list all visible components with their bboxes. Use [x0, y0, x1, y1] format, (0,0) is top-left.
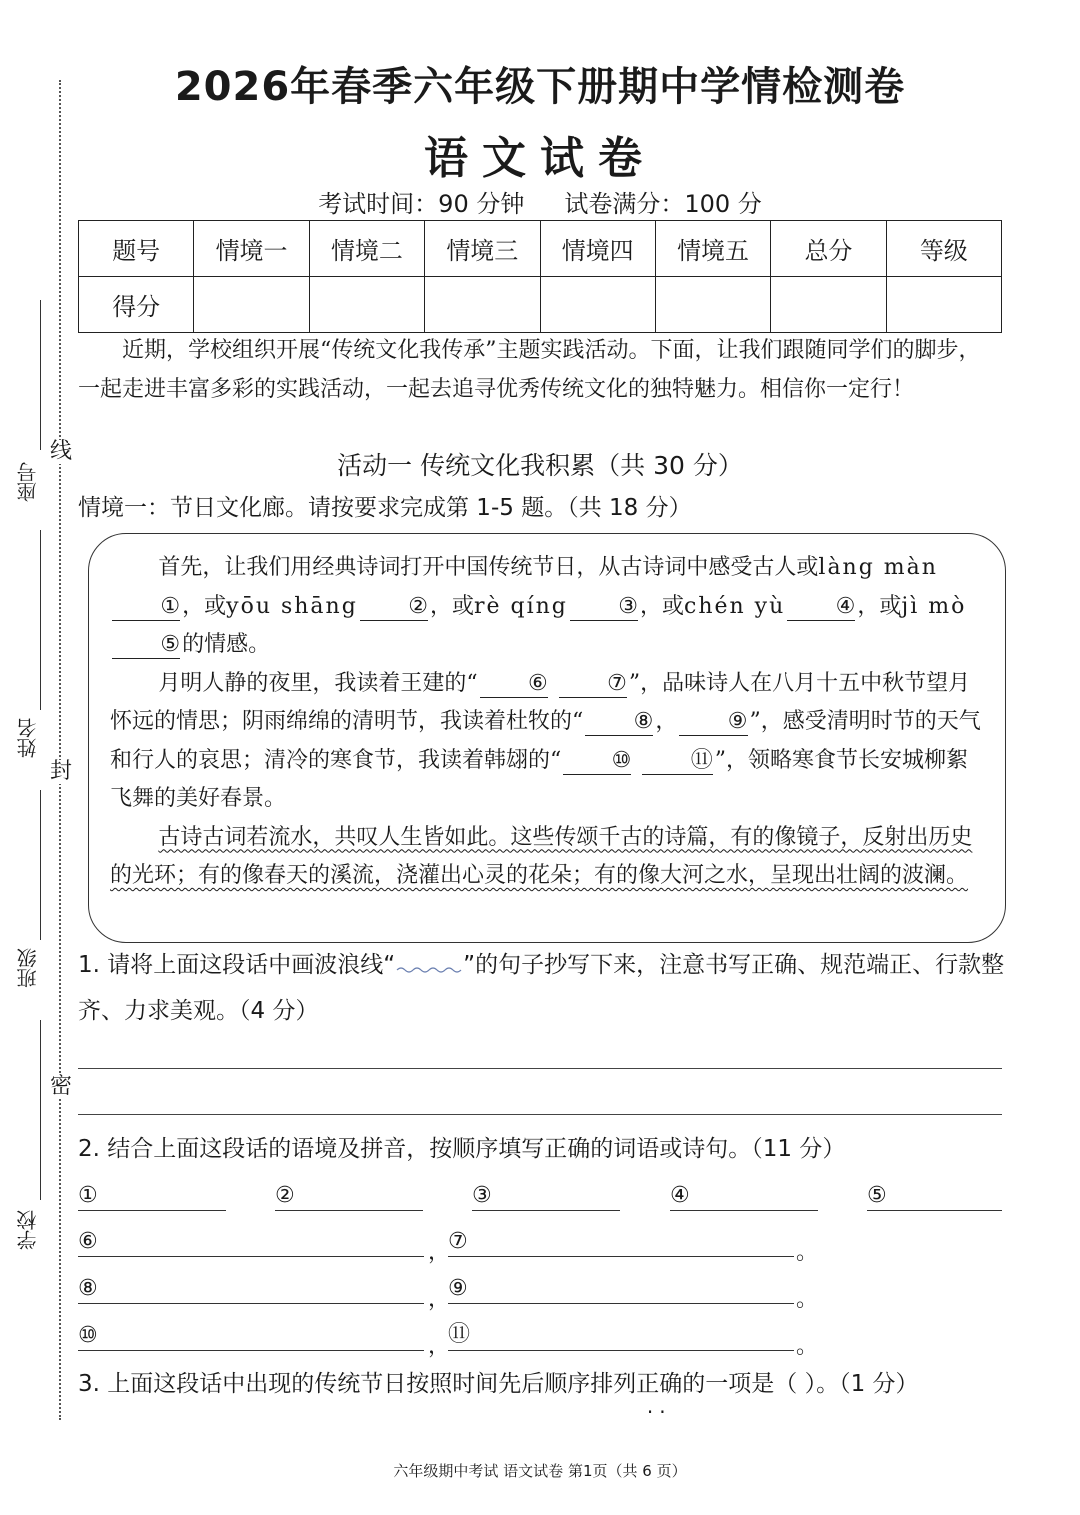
intro-paragraph: 近期，学校组织开展“传统文化我传承”主题实践活动。下面，让我们跟随同学们的脚步，一起走进丰富多彩的实践活动，一起去追寻优秀传统文化的独特魅力。相信你一定行！ [78, 338, 981, 402]
answer-blank-1[interactable] [78, 1180, 226, 1211]
binding-mark-xian: 线 [50, 439, 73, 464]
passage-paragraph-1 [110, 549, 986, 665]
answer-num: ② [275, 1183, 295, 1208]
answer-blank-6[interactable] [78, 1226, 424, 1257]
answer-comma: ， [428, 1287, 451, 1312]
answer-row-10-11 [78, 1320, 1008, 1359]
page-footer: 六年级期中考试 语文试卷 第1页（共 6 页） [393, 1462, 687, 1480]
pinyin-5: jì mò [901, 593, 967, 619]
answer-row-8-9 [78, 1273, 1008, 1312]
score-cell[interactable] [540, 277, 655, 333]
answer-period: 。 [796, 1287, 819, 1312]
answer-num: ④ [670, 1183, 690, 1208]
binding-mark-feng: 封 [50, 759, 73, 784]
score-header-cell: 情境五 [655, 221, 770, 277]
score-header-cell: 情境四 [540, 221, 655, 277]
pinyin-4: chén yù [684, 593, 786, 619]
blank-1[interactable]: ① [112, 594, 180, 621]
answer-blank-8[interactable] [78, 1273, 424, 1304]
question-2: 2. 结合上面这段话的语境及拼音，按顺序填写正确的词语或诗句。（11 分） [78, 1136, 846, 1162]
answer-num: ① [78, 1183, 98, 1208]
answer-blank-2[interactable] [275, 1180, 423, 1211]
passage-text-run: ”，感受清明时节的天气和行人的哀思；清冷的寒食节，我读着韩翃的“ [110, 709, 981, 773]
seat-number-line [40, 300, 41, 450]
pinyin-1: làng màn [818, 555, 938, 580]
exam-subject: 语文试卷 [424, 133, 656, 184]
answer-comma: ， [428, 1240, 451, 1265]
passage-text-run: 首先，让我们用经典诗词打开中国传统节日，从古诗词中感受古人或 [158, 555, 819, 580]
score-cell[interactable] [425, 277, 540, 333]
school-label: 学校 [16, 1210, 40, 1250]
wavy-line-icon [395, 956, 463, 976]
answer-blank-7[interactable] [448, 1226, 794, 1257]
score-header-cell: 情境一 [194, 221, 309, 277]
question-3 [78, 1365, 1008, 1403]
pinyin-2: yōu shāng [226, 593, 358, 619]
name-field[interactable] [14, 718, 44, 758]
passage-text [110, 549, 986, 896]
answer-num: ⑤ [867, 1183, 887, 1208]
blank-2[interactable]: ② [360, 594, 428, 621]
binding-mark-mi: 密 [50, 1074, 73, 1099]
question-3-text-c: 的一项是（ ）。（1 分） [682, 1371, 919, 1397]
binding-dotted-line [59, 80, 61, 1420]
blank-9[interactable]: ⑨ [679, 709, 747, 736]
situation-heading: 情境一：节日文化廊。请按要求完成第 1-5 题。（共 18 分） [78, 495, 692, 521]
passage-text-run: 的情感。 [182, 632, 271, 657]
passage-text-run: ，或 [639, 593, 684, 619]
exam-title: 2026年春季六年级下册期中学情检测卷 [174, 64, 906, 110]
school-field[interactable] [14, 1210, 44, 1250]
question-3-text-a: 3. 上面这段话中出现的传统节日按照时间先后顺序排列 [78, 1371, 637, 1397]
passage-comma: ， [655, 709, 678, 734]
name-line [40, 530, 41, 710]
score-header-cell: 情境三 [425, 221, 540, 277]
name-label: 姓名 [16, 718, 40, 758]
answer-num: ⑦ [448, 1229, 468, 1254]
passage-paragraph-3 [110, 819, 986, 896]
class-line [40, 790, 41, 940]
score-cell[interactable] [309, 277, 424, 333]
score-table-score-row [79, 277, 1002, 333]
answer-blank-11[interactable] [448, 1320, 794, 1351]
passage-text-run: ”，品味诗人在八月十五中秋节望月怀远的情思；阴雨绵绵的清明节，我读着杜牧的“ [110, 670, 971, 734]
blank-3[interactable]: ③ [570, 594, 638, 621]
blank-7[interactable]: ⑦ [559, 671, 627, 698]
wavy-underlined-sentence: 古诗古词若流水，共叹人生皆如此。这些传颂千古的诗篇，有的像镜子，反射出历史的光环；有的像春天的溪流，浇灌出心灵的花朵；有的像大河之水，呈现出壮阔的波澜。 [110, 824, 973, 888]
exam-full-score: 试卷满分：100 分 [564, 190, 762, 218]
answer-blank-9[interactable] [448, 1273, 794, 1304]
answer-row-6-7 [78, 1226, 1008, 1265]
answer-num: ⑩ [78, 1323, 98, 1348]
question-1 [78, 942, 1008, 1034]
answer-writing-line-1[interactable] [78, 1068, 1002, 1069]
answer-num: ⑪ [448, 1322, 471, 1347]
answer-blank-10[interactable] [78, 1320, 424, 1351]
score-cell[interactable] [886, 277, 1001, 333]
blank-6[interactable]: ⑥ [480, 671, 548, 698]
answer-blank-3[interactable] [472, 1180, 620, 1211]
question-1-text-b: ”的句子抄写下来，注意书写正确、规范端正、行款整齐、力求美观。（4 分） [78, 952, 1005, 1024]
answer-blank-5[interactable] [867, 1180, 1002, 1211]
score-table-header-row [79, 221, 1002, 277]
passage-text-run: 月明人静的夜里，我读着王建的“ [158, 670, 478, 696]
score-row-label: 得分 [79, 277, 194, 333]
passage-text-run: ”，领略寒食节长安城柳絮飞舞的美好春景。 [110, 747, 969, 811]
answer-period: 。 [796, 1334, 819, 1359]
answer-num: ⑥ [78, 1229, 98, 1254]
score-header-cell: 等级 [886, 221, 1001, 277]
seat-number-label: 座号 [16, 462, 40, 502]
passage-text-run: ，或 [182, 593, 227, 619]
passage-paragraph-2 [110, 665, 986, 819]
answer-blank-4[interactable] [670, 1180, 818, 1211]
blank-5[interactable]: ⑤ [112, 632, 180, 659]
blank-8[interactable]: ⑧ [585, 709, 653, 736]
score-cell[interactable] [194, 277, 309, 333]
score-table [78, 220, 1002, 333]
question-1-text-a: 1. 请将上面这段话中画波浪线“ [78, 952, 396, 978]
score-header-cell: 情境二 [309, 221, 424, 277]
score-header-cell: 总分 [771, 221, 886, 277]
answer-num: ⑧ [78, 1276, 98, 1301]
exam-info [0, 184, 1080, 219]
blank-10[interactable]: ⑩ [563, 748, 631, 775]
question-3-emphasis: 正确 ·· [636, 1371, 682, 1397]
score-cell[interactable] [771, 277, 886, 333]
answer-comma: ， [428, 1334, 451, 1359]
answer-writing-line-2[interactable] [78, 1114, 1002, 1115]
blank-11[interactable]: ⑪ [642, 748, 712, 775]
class-field[interactable] [14, 948, 44, 988]
score-header-cell: 题号 [79, 221, 194, 277]
answer-row-1-5 [78, 1180, 1008, 1216]
passage-text-run: ，或 [429, 593, 474, 619]
blank-4[interactable]: ④ [787, 594, 855, 621]
pinyin-3: rè qíng [473, 593, 568, 619]
exam-time: 考试时间：90 分钟 [318, 190, 525, 218]
answer-num: ⑨ [448, 1276, 468, 1301]
answer-period: 。 [796, 1240, 819, 1265]
answer-num: ③ [472, 1183, 492, 1208]
school-line [40, 1020, 41, 1200]
class-label: 班级 [16, 948, 40, 988]
passage-text-run: ，或 [857, 593, 902, 619]
score-cell[interactable] [655, 277, 770, 333]
activity-heading: 活动一 传统文化我积累（共 30 分） [337, 451, 743, 480]
